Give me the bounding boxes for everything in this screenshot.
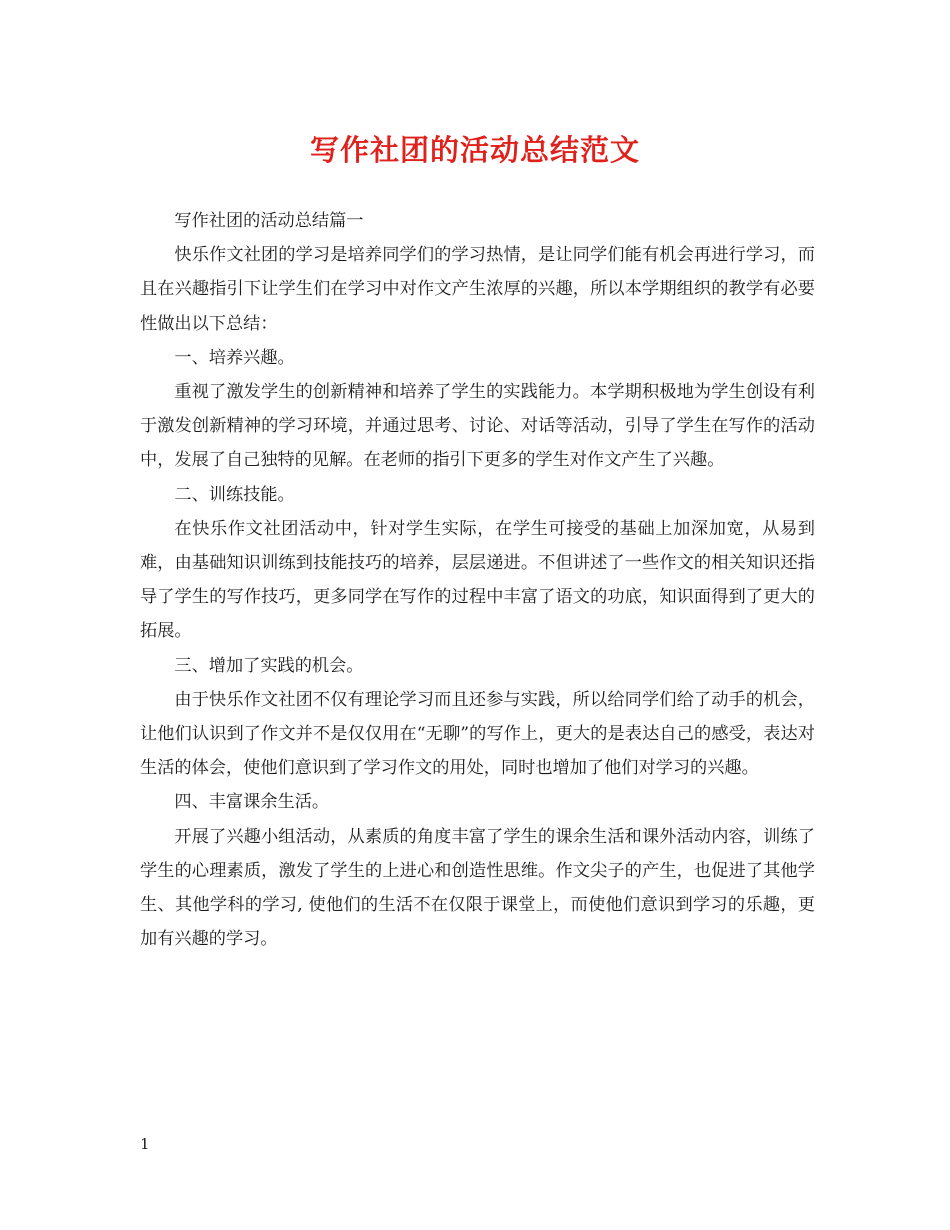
paragraph-practice: 由于快乐作文社团不仅有理论学习而且还参与实践，所以给同学们给了动手的机会，让他们认识到了作文并不是仅仅用在“无聊”的写作上，更大的是表达自己的感受，表达对生活的体会，使他们意识到了学习作文的用处，同时也增加了他们对学习的兴趣。 xyxy=(140,689,815,779)
heading-practice: 三、增加了实践的机会。 xyxy=(174,655,364,676)
document-title: 写作社团的活动总结范文 xyxy=(309,133,640,167)
heading-extracurricular: 四、丰富课余生活。 xyxy=(174,792,330,813)
heading-interest: 一、培养兴趣。 xyxy=(174,347,295,368)
document-body xyxy=(140,204,815,956)
paragraph-extracurricular: 开展了兴趣小组活动，从素质的角度丰富了学生的课余生活和课外活动内容，训练了学生的心理素质，激发了学生的上进心和创造性思维。作文尖子的产生，也促进了其他学生、其他学科的学习, 使他们的生活不在仅限于课堂上，而使他们意识到学习的乐趣，更加有兴趣的学习。 xyxy=(140,826,815,950)
paragraph-section-heading: 写作社团的活动总结篇一 xyxy=(174,211,364,231)
heading-skills: 二、训练技能。 xyxy=(174,484,295,505)
paragraph-interest: 重视了激发学生的创新精神和培养了学生的实践能力。本学期积极地为学生创设有利于激发创新精神的学习环境，并通过思考、讨论、对话等活动，引导了学生在写作的活动中，发展了自己独特的见解。在老师的指引下更多的学生对作文产生了兴趣。 xyxy=(140,382,815,471)
page-number: 1 xyxy=(140,1135,150,1153)
paragraph-intro: 快乐作文社团的学习是培养同学们的学习热情，是让同学们能有机会再进行学习，而且在兴趣指引下让学生们在学习中对作文产生浓厚的兴趣，所以本学期组织的教学有必要性做出以下总结： xyxy=(140,245,815,334)
paragraph-skills: 在快乐作文社团活动中，针对学生实际，在学生可接受的基础上加深加宽，从易到难，由基础知识训练到技能技巧的培养，层层递进。不但讲述了一些作文的相关知识还指导了学生的写作技巧，更多同学在写作的过程中丰富了语文的功底，知识面得到了更大的拓展。 xyxy=(140,518,815,642)
